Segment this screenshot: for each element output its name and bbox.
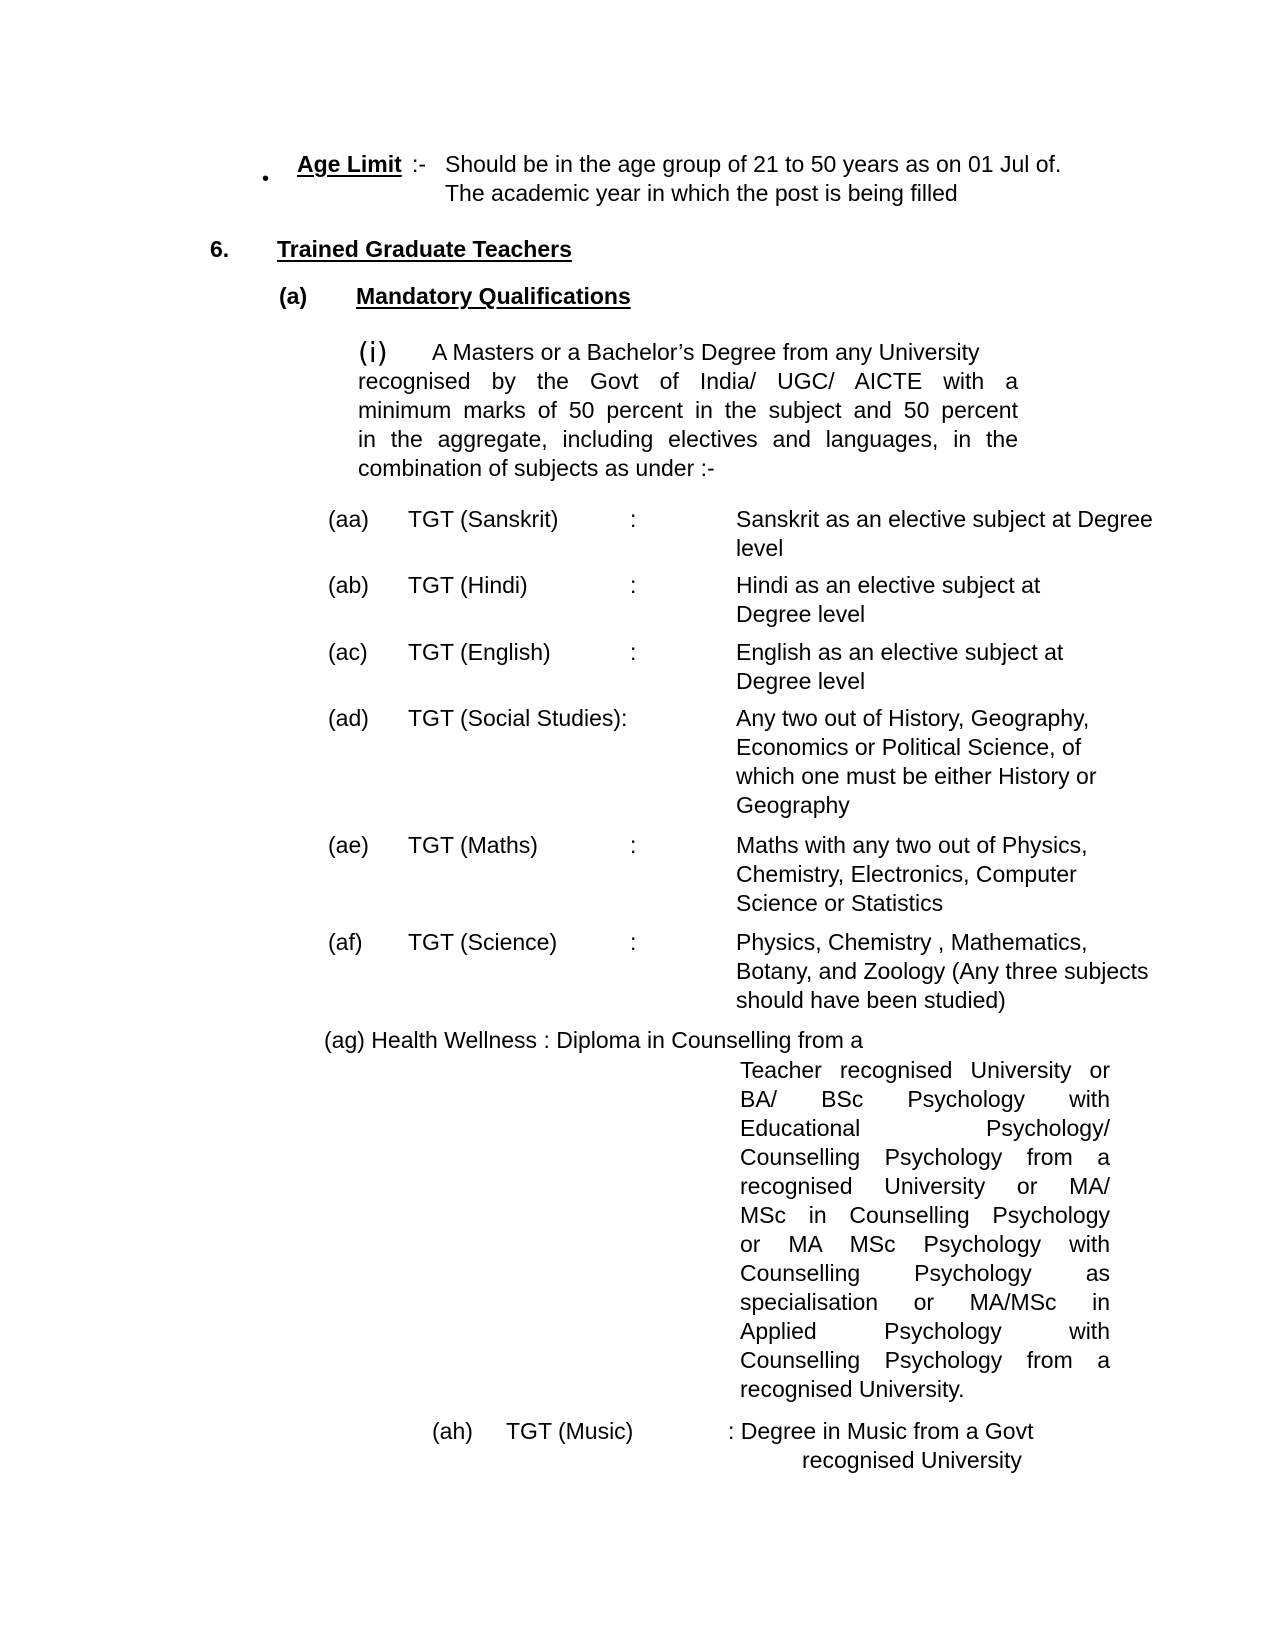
item-text-line: Sanskrit as an elective subject at Degree (736, 506, 1153, 532)
item-post: TGT (Sanskrit) (408, 506, 559, 532)
item-post: TGT (Maths) (408, 832, 538, 858)
age-limit-text-line1: Should be in the age group of 21 to 50 years as on 01 Jul of. (445, 151, 1062, 177)
item-text-line: Chemistry, Electronics, Computer (736, 861, 1077, 887)
item-text-line: Degree level (736, 601, 866, 627)
music-post: TGT (Music) (506, 1418, 634, 1444)
item-text-line: Economics or Political Science, of (736, 734, 1082, 760)
item-post: TGT (Hindi) (408, 572, 528, 598)
music-text-line2: recognised University (802, 1447, 1022, 1473)
intro-line: A Masters or a Bachelor’s Degree from any University (432, 339, 980, 365)
health-wellness-line: recognised University. (740, 1376, 965, 1402)
item-colon: : (630, 506, 637, 532)
item-text-line: which one must be either History or (736, 763, 1097, 789)
item-colon: : (630, 639, 637, 665)
item-text-line: Hindi as an elective subject at (736, 572, 1041, 598)
health-wellness-first-line: (ag) Health Wellness : Diploma in Counselling from a (324, 1027, 864, 1053)
item-marker: (aa) (328, 506, 369, 532)
item-text-line: Botany, and Zoology (Any three subjects (736, 958, 1149, 984)
item-text-line: Maths with any two out of Physics, (736, 832, 1088, 858)
item-text-line: Degree level (736, 668, 866, 694)
item-marker: (af) (328, 929, 363, 955)
item-text-line: Science or Statistics (736, 890, 944, 916)
item-text-line: English as an elective subject at (736, 639, 1064, 665)
age-limit-text-line2: The academic year in which the post is being filled (445, 180, 958, 206)
health-wellness-line: MSc in Counselling Psychology (740, 1202, 1110, 1228)
item-marker: (ae) (328, 832, 369, 858)
item-post: TGT (Science) (408, 929, 558, 955)
item-colon: : (630, 832, 637, 858)
item-text-line: Geography (736, 792, 850, 818)
subsection-title: Mandatory Qualifications (356, 283, 631, 309)
music-text-line1: : Degree in Music from a Govt (728, 1418, 1034, 1444)
item-text-line: Any two out of History, Geography, (736, 705, 1090, 731)
health-wellness-line: Counselling Psychology from a (740, 1347, 1110, 1373)
health-wellness-line: Counselling Psychology as (740, 1260, 1110, 1286)
bullet-icon: • (262, 168, 270, 190)
item-colon: : (630, 929, 637, 955)
intro-line: recognised by the Govt of India/ UGC/ AICTE with a (358, 368, 1018, 394)
health-wellness-paragraph (740, 1056, 1110, 1404)
health-wellness-line: recognised University or MA/ (740, 1173, 1110, 1199)
subsection-marker: (a) (279, 283, 308, 309)
health-wellness-line: specialisation or MA/MSc in (740, 1289, 1110, 1315)
intro-line: combination of subjects as under :- (358, 455, 715, 481)
item-marker: (ab) (328, 572, 369, 598)
item-post: TGT (English) (408, 639, 551, 665)
health-wellness-line: Teacher recognised University or (740, 1057, 1110, 1083)
item-text-line: should have been studied) (736, 987, 1006, 1013)
health-wellness-line: BA/ BSc Psychology with (740, 1086, 1110, 1112)
section-title: Trained Graduate Teachers (277, 236, 572, 262)
health-wellness-line: Educational Psychology/ (740, 1115, 1110, 1141)
item-text-line: level (736, 535, 784, 561)
music-marker: (ah) (432, 1418, 473, 1444)
intro-line: minimum marks of 50 percent in the subject and 50 percent (358, 397, 1018, 423)
section-number: 6. (210, 236, 230, 262)
health-wellness-line: Counselling Psychology from a (740, 1144, 1110, 1170)
age-limit-separator: :- (412, 151, 427, 177)
item-marker: (ad) (328, 705, 369, 731)
item-post: TGT (Social Studies): (408, 705, 628, 731)
age-limit-label: Age Limit (297, 151, 402, 177)
item-colon: : (630, 572, 637, 598)
item-marker: (ac) (328, 639, 368, 665)
health-wellness-line: or MA MSc Psychology with (740, 1231, 1110, 1257)
item-text-line: Physics, Chemistry , Mathematics, (736, 929, 1088, 955)
intro-paragraph (358, 367, 1018, 483)
health-wellness-line: Applied Psychology with (740, 1318, 1110, 1344)
intro-line: in the aggregate, including electives and languages, in the (358, 426, 1018, 452)
intro-marker: (i) (358, 336, 388, 369)
